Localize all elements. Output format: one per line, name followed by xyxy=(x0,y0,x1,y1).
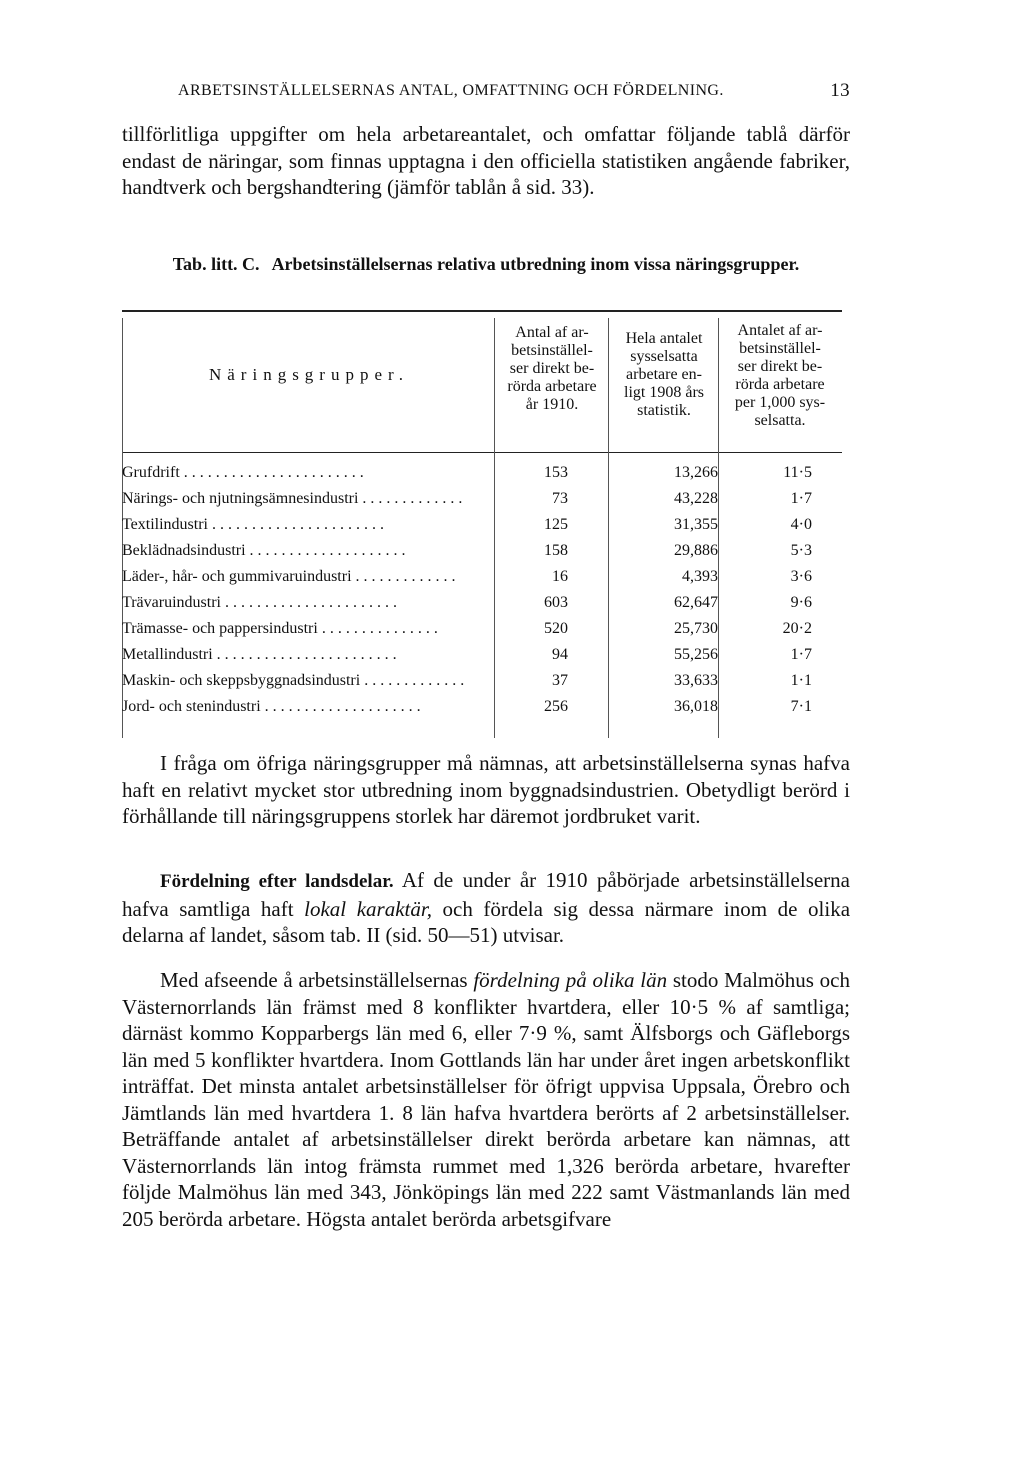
row-per-1000: 4·0 xyxy=(790,516,812,533)
row-per-1000: 11·5 xyxy=(783,464,812,481)
lan-paragraph xyxy=(122,967,850,1232)
fordelning-text-a: Af de under år 1910 påbörjade arbetsinställelserna hafva samtliga haft xyxy=(122,868,850,921)
row-affected: 520 xyxy=(544,620,568,637)
row-name: Beklädnadsindustri . . . . . . . . . . . . . . . . . . . . xyxy=(122,542,406,559)
table-row xyxy=(118,594,850,620)
header-col1-line: år 1910. xyxy=(525,396,579,413)
header-col2-line: Hela antalet xyxy=(625,330,703,347)
table-row xyxy=(118,516,850,542)
lan-italic: fördelning på olika län xyxy=(473,968,668,992)
header-col3 xyxy=(720,322,840,430)
row-per-1000: 1·7 xyxy=(790,490,812,507)
table-row xyxy=(118,620,850,646)
lan-text-b: stodo Malmöhus och Västernorrlands län främst med 8 konflikter hvartdera, eller 10·5 % af samtliga; därnäst kommo Kopparbergs län med 6, eller 7·9 %, samt Älfsborgs och Gäfleborgs län med 5 konflikter hvartdera. Inom Gottlands län har under året ingen arbetskonflikt inträffat. Det minsta antalet arbetsinställelser för öfrigt uppvisa Uppsala, Örebro och Jämtlands län med hvartdera 1. 8 län hafva hvartdera berörts af 2 arbetsinställelser. Beträffande antalet af arbetsinställelser direkt berörda arbetare kan nämnas, att Västernorrlands län intog främsta rummet med 1,326 berörda arbetare, hvarefter följde Malmöhus län med 343, Jönköpings län med 222 samt Västmanlands län med 205 berörda arbetare. Högsta antalet berörda arbetsgifvare xyxy=(122,968,851,1231)
table-caption xyxy=(122,252,850,276)
header-col3-line: per 1,000 sys- xyxy=(734,394,826,411)
header-col3-line: ser direkt be- xyxy=(737,358,823,375)
header-col2 xyxy=(610,330,718,420)
table-row xyxy=(118,698,850,724)
row-employed: 62,647 xyxy=(674,594,718,611)
table-row xyxy=(118,542,850,568)
row-affected: 16 xyxy=(552,568,568,585)
table-row xyxy=(118,646,850,672)
header-col3-line: selsatta. xyxy=(754,412,806,429)
row-affected: 256 xyxy=(544,698,568,715)
header-col1-line: betsinställel- xyxy=(511,342,593,359)
table-title: Arbetsinställelsernas relativa utbredning inom vissa näringsgrupper. xyxy=(271,254,800,274)
header-col2-line: arbetare en- xyxy=(626,366,702,383)
header-col3-line: Antalet af ar- xyxy=(737,322,823,339)
row-affected: 158 xyxy=(544,542,568,559)
row-per-1000: 1·1 xyxy=(790,672,812,689)
table-row xyxy=(118,568,850,594)
fordelning-text-b: och fördela sig dessa närmare inom de olika delarna af landet, såsom tab. II (sid. 50—51) utvisar. xyxy=(122,896,851,947)
row-employed: 4,393 xyxy=(682,568,718,585)
row-affected: 73 xyxy=(552,490,568,507)
row-name: Textilindustri . . . . . . . . . . . . . . . . . . . . . . xyxy=(122,516,384,533)
row-affected: 125 xyxy=(544,516,568,533)
header-col2-line: ligt 1908 års xyxy=(624,384,704,401)
row-name: Trämasse- och pappersindustri . . . . . . . . . . . . . . . xyxy=(122,620,438,637)
other-groups-paragraph: I fråga om öfriga näringsgrupper må nämnas, att arbetsinställelserna synas hafva haft en relativt mycket stor utbredning inom byggnadsindustrien. Obetydligt berörd i förhållande till näringsgruppens storlek har däremot jordbruket varit. xyxy=(122,751,850,828)
table-top-rule xyxy=(122,310,842,312)
row-name: Närings- och njutningsämnesindustri . . . . . . . . . . . . . xyxy=(122,490,463,507)
row-name: Trävaruindustri . . . . . . . . . . . . . . . . . . . . . . xyxy=(122,594,397,611)
row-employed: 43,228 xyxy=(674,490,718,507)
lan-text-a: Med afseende å arbetsinställelsernas xyxy=(160,968,468,992)
row-affected: 603 xyxy=(544,594,568,611)
page-number: 13 xyxy=(830,80,850,101)
row-per-1000: 5·3 xyxy=(790,542,812,559)
row-per-1000: 7·1 xyxy=(790,698,812,715)
row-employed: 55,256 xyxy=(674,646,718,663)
table-row xyxy=(118,490,850,516)
fordelning-italic: lokal karaktär, xyxy=(304,896,432,921)
header-group: Näringsgrupper. xyxy=(208,365,409,384)
intro-paragraph: tillförlitliga uppgifter om hela arbetareantalet, och omfattar följande tablå därför endast de näringar, som finnas upptagna i den officiella statistiken angående fabriker, handtverk och bergshandtering (jämför tablån å sid. 33). xyxy=(122,122,850,199)
table-label: Tab. litt. C. xyxy=(172,254,260,274)
header-col3-line: betsinställel- xyxy=(739,340,821,357)
row-employed: 31,355 xyxy=(674,516,718,533)
header-col1-line: ser direkt be- xyxy=(509,360,595,377)
header-col2-line: sysselsatta xyxy=(630,348,698,365)
row-per-1000: 20·2 xyxy=(782,620,812,637)
row-per-1000: 9·6 xyxy=(790,594,812,611)
running-title: ARBETSINSTÄLLELSERNAS ANTAL, OMFATTNING OCH FÖRDELNING. xyxy=(178,82,724,99)
row-employed: 29,886 xyxy=(674,542,718,559)
header-col1-line: Antal af ar- xyxy=(515,324,589,341)
row-affected: 153 xyxy=(544,464,568,481)
header-col1-line: rörda arbetare xyxy=(507,378,597,395)
row-employed: 13,266 xyxy=(674,464,718,481)
section-lead: Fördelning efter landsdelar. xyxy=(160,871,394,892)
row-per-1000: 3·6 xyxy=(790,568,812,585)
row-name: Jord- och stenindustri . . . . . . . . . . . . . . . . . . . . xyxy=(122,698,421,715)
running-head xyxy=(178,82,850,106)
row-employed: 36,018 xyxy=(674,698,718,715)
header-col1 xyxy=(496,324,608,414)
row-name: Läder-, hår- och gummivaruindustri . . . . . . . . . . . . . xyxy=(122,568,456,585)
header-col3-line: rörda arbetare xyxy=(735,376,825,393)
row-affected: 37 xyxy=(552,672,568,689)
row-affected: 94 xyxy=(552,646,568,663)
row-per-1000: 1·7 xyxy=(790,646,812,663)
row-name: Metallindustri . . . . . . . . . . . . . . . . . . . . . . . xyxy=(122,646,397,663)
row-employed: 25,730 xyxy=(674,620,718,637)
table-row xyxy=(118,464,850,490)
statistics-table xyxy=(118,300,850,740)
header-col2-line: statistik. xyxy=(637,402,691,419)
fordelning-paragraph xyxy=(122,867,850,949)
row-employed: 33,633 xyxy=(674,672,718,689)
row-name: Grufdrift . . . . . . . . . . . . . . . . . . . . . . . xyxy=(122,464,364,481)
table-row xyxy=(118,672,850,698)
row-name: Maskin- och skeppsbyggnadsindustri . . . . . . . . . . . . . xyxy=(122,672,465,689)
table-header-rule xyxy=(122,452,842,453)
